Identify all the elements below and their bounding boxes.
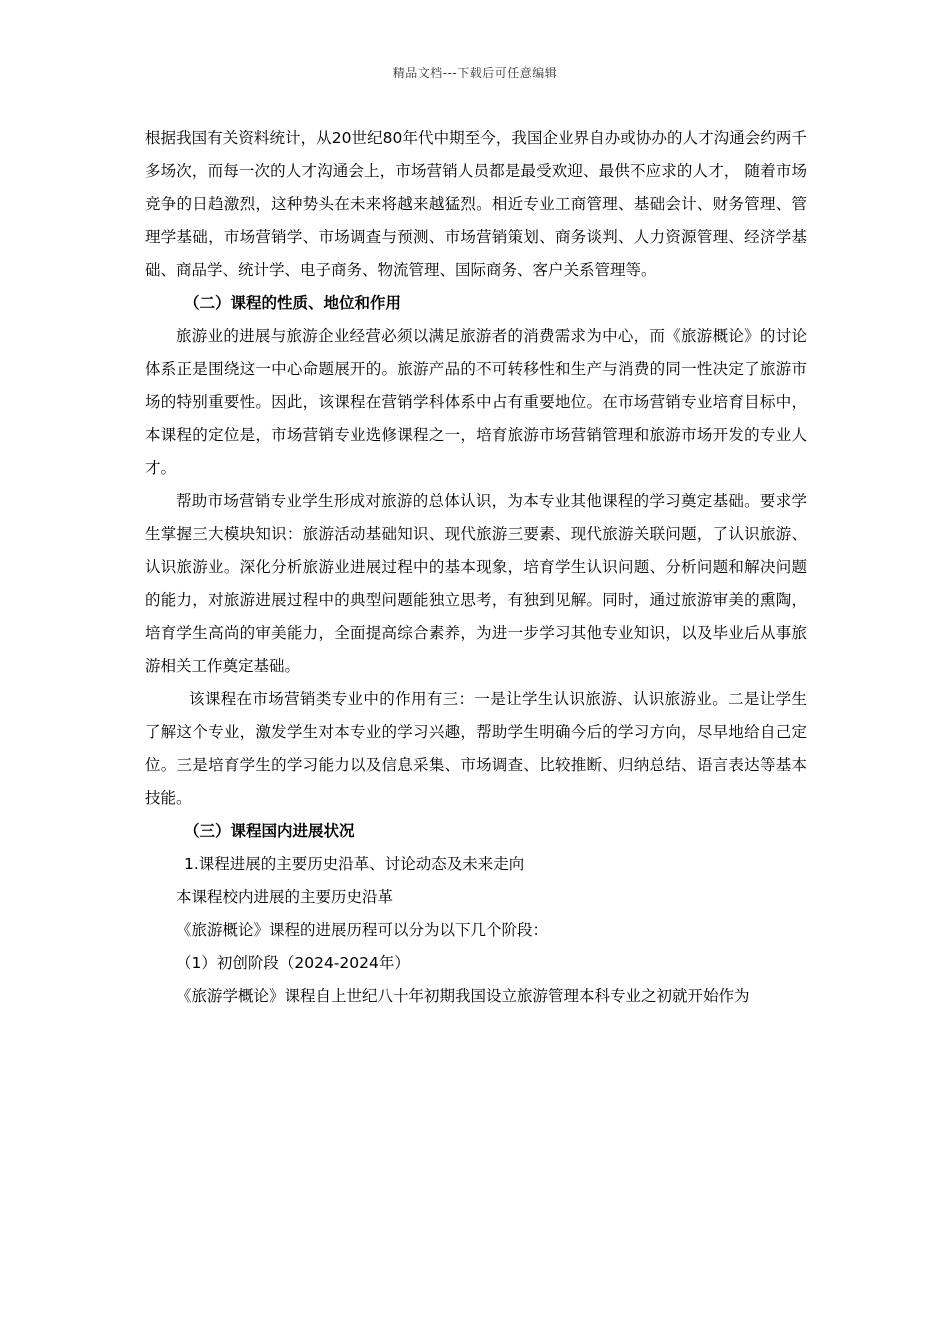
line-stage-one: （1）初创阶段（2024-2024年）: [176, 954, 410, 972]
paragraph-stage-one-detail: 《旅游学概论》课程自上世纪八十年初期我国设立旅游管理本科专业之初就开始作为: [176, 987, 750, 1005]
paragraph-talent-demand: 根据我国有关资料统计，从20世纪80年代中期至今，我国企业界自办或协办的人才沟通会约两千多场次，而每一次的人才沟通会上，市场营销人员都是最受欢迎、最供不应求的人才， 随着市场竞争的日趋激烈，这种势头在未来将越来越猛烈。相近专业工商管理、基础会计、财务管理、管理学基础，市场营销学、市场调查与预测、市场营销策划、商务谈判、人力资源管理、经济学基础、商品学、统计学、电子商务、物流管理、国际商务、客户关系管理等。: [145, 129, 807, 279]
page-header: 精品文档---下载后可任意编辑: [392, 66, 558, 80]
list-item-history: 1.课程进展的主要历史沿革、讨论动态及未来走向: [184, 855, 525, 873]
section-heading-nature: （二）课程的性质、地位和作用: [184, 294, 402, 312]
line-stages-intro: 《旅游概论》课程的进展历程可以分为以下几个阶段：: [176, 921, 549, 939]
paragraph-course-position: 旅游业的进展与旅游企业经营必须以满足旅游者的消费需求为中心，而《旅游概论》的讨论体系正是围绕这一中心命题展开的。旅游产品的不可转移性和生产与消费的同一性决定了旅游市场的特别重要性。因此，该课程在营销学科体系中占有重要地位。在市场营销专业培育目标中，本课程的定位是，市场营销专业选修课程之一，培育旅游市场营销管理和旅游市场开发的专业人才。: [145, 327, 807, 477]
section-heading-domestic: （三）课程国内进展状况: [184, 822, 355, 840]
paragraph-course-role: 该课程在市场营销类专业中的作用有三：一是让学生认识旅游、认识旅游业。二是让学生了解这个专业，激发学生对本专业的学习兴趣，帮助学生明确今后的学习方向，尽早地给自己定位。三是培育学生的学习能力以及信息采集、市场调查、比较推断、归纳总结、语言表达等基本技能。: [145, 690, 807, 807]
document-body: [145, 122, 807, 1013]
paragraph-course-goals: 帮助市场营销专业学生形成对旅游的总体认识，为本专业其他课程的学习奠定基础。要求学生掌握三大模块知识：旅游活动基础知识、现代旅游三要素、现代旅游关联问题，了认识旅游、认识旅游业。深化分析旅游业进展过程中的基本现象，培育学生认识问题、分析问题和解决问题的能力，对旅游进展过程中的典型问题能独立思考，有独到见解。同时，通过旅游审美的熏陶，培育学生高尚的审美能力，全面提高综合素养，为进一步学习其他专业知识，以及毕业后从事旅游相关工作奠定基础。: [145, 492, 807, 675]
line-school-history: 本课程校内进展的主要历史沿革: [176, 888, 394, 906]
